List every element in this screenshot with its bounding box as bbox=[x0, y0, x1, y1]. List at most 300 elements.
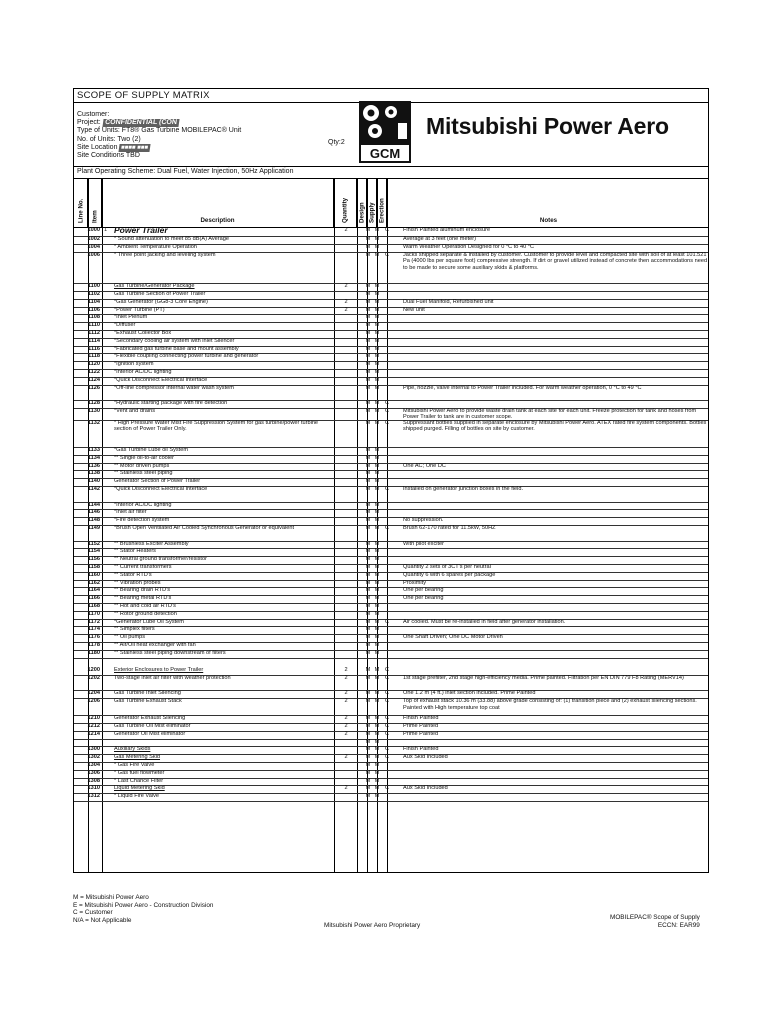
table-row bbox=[74, 572, 708, 580]
cell-supply: M bbox=[374, 353, 380, 360]
cell-supply: M bbox=[374, 306, 380, 313]
cell-supply: M bbox=[374, 626, 380, 633]
project-info: Customer: Project: CONFIDENTIAL (CON Type of Units: FT8® Gas Turbine MOBILEPAC® Unit No. of Units: Two (2) Site Location ■■■■ ■■■ Site Conditions TBD bbox=[77, 111, 242, 160]
cell-description: Gas Turbine/Generator Package bbox=[114, 283, 195, 290]
site-location: Site Location bbox=[77, 143, 118, 151]
table-row bbox=[74, 587, 708, 595]
col-quantity: Quantity bbox=[334, 179, 357, 227]
cell-supply: M bbox=[374, 587, 380, 594]
cell-design: M bbox=[365, 524, 371, 531]
cell-line_no: 1114 bbox=[88, 337, 100, 344]
cell-design: M bbox=[365, 762, 371, 769]
proprietary-notice: Mitsubishi Power Aero Proprietary bbox=[324, 922, 421, 929]
col-supply: Supply bbox=[367, 179, 377, 227]
cell-description: ** Stainless steel piping bbox=[114, 470, 173, 477]
cell-description: Liquid Metering Skid bbox=[114, 785, 165, 792]
cell-line_no: 1302 bbox=[87, 754, 100, 761]
cell-design: M bbox=[365, 649, 371, 656]
cell-line_no: 1170 bbox=[87, 610, 100, 617]
cell-line_no: 1180 bbox=[87, 649, 100, 656]
cell-line_no: 1204 bbox=[87, 690, 100, 697]
cell-design: M bbox=[365, 595, 371, 602]
cell-erection: C bbox=[384, 485, 390, 492]
cell-supply: M bbox=[374, 777, 380, 784]
cell-notes: Dual Fuel Manifold, Refurbished unit bbox=[403, 298, 494, 305]
cell-notes: New unit bbox=[403, 306, 425, 313]
cell-design: M bbox=[365, 674, 371, 681]
cell-notes: One per bearing bbox=[403, 587, 444, 594]
cell-line_no: 1124 bbox=[87, 376, 100, 383]
cell-description: Gas Turbine Exhaust Stack bbox=[114, 698, 182, 705]
logo-text: GCM bbox=[369, 146, 401, 161]
legend-item: E = Mitsubishi Power Aero - Construction Division bbox=[73, 901, 214, 909]
cell-description: Auxiliary Skids bbox=[114, 746, 151, 753]
cell-supply: M bbox=[374, 501, 380, 508]
cell-supply: M bbox=[374, 548, 380, 555]
cell-description: Gas Metering Skid bbox=[114, 754, 161, 761]
cell-notes: Quantity 6 with 6 spares per package bbox=[403, 571, 496, 578]
cell-description: *Off-line compressor internal water wash system bbox=[114, 384, 234, 391]
cell-notes: 1st stage prefilter, 2nd stage high-efficiency media. Prime painted. Filtration per EN DIN 779 F8 Rating (MERV14) bbox=[403, 674, 684, 681]
cell-description: *Generator Lube Oil System bbox=[114, 618, 184, 625]
cell-supply: M bbox=[374, 634, 380, 641]
cell-supply: M bbox=[374, 556, 380, 563]
cell-design: M bbox=[365, 785, 371, 792]
cell-quantity: 2 bbox=[344, 723, 348, 730]
cell-supply: M bbox=[374, 762, 380, 769]
cell-quantity: 2 bbox=[344, 666, 348, 673]
cell-design: M bbox=[365, 384, 371, 391]
cell-line_no: 1112 bbox=[88, 329, 100, 336]
cell-line_no: 1144 bbox=[87, 501, 100, 508]
cell-notes: Installed on generator junction boxes in the field. bbox=[403, 485, 524, 492]
cell-supply: M bbox=[374, 227, 380, 233]
customer-label: Customer: bbox=[77, 111, 110, 118]
table-row bbox=[74, 619, 708, 627]
cell-notes: Warm Weather Operation Designed for 0 °C to 40 °C bbox=[403, 244, 535, 251]
cell-notes: One 1.2 m (4 ft.) inlet section included. Prime Painted bbox=[403, 690, 536, 697]
cell-description: * Last Chance Filter bbox=[114, 777, 164, 784]
cell-description: ** Stator RTD's bbox=[114, 571, 152, 578]
cell-erection: C bbox=[384, 618, 390, 625]
cell-design: M bbox=[365, 361, 371, 368]
cell-design: M bbox=[365, 244, 371, 251]
cell-erection: C bbox=[384, 407, 390, 414]
cell-supply: M bbox=[374, 666, 380, 673]
cell-design: M bbox=[365, 517, 371, 524]
col-line-no: Line No. bbox=[74, 179, 88, 227]
table-row bbox=[74, 353, 708, 361]
cell-design: M bbox=[365, 446, 371, 453]
cell-supply: M bbox=[374, 454, 380, 461]
cell-description: *Hydraulic starting package with fire detection bbox=[114, 400, 228, 407]
cell-line_no: 1134 bbox=[87, 454, 100, 461]
cell-notes: Jacks shipped separate & installed by customer. Customer to provide level and compacted site with soil of at least 101.521 Pa (4000 lbs per square foot) compressive strength. If dirt or gravel utilized instead of concrete then accommodations need to be made to secure some auxiliary skids & platforms. bbox=[403, 251, 708, 271]
table-row bbox=[74, 626, 708, 634]
cell-quantity: 2 bbox=[344, 715, 348, 722]
cell-supply: M bbox=[374, 236, 380, 243]
cell-line_no: 1128 bbox=[87, 400, 100, 407]
cell-line_no: 1164 bbox=[87, 587, 100, 594]
cell-description: ** Brushless Exciter Assembly bbox=[114, 540, 189, 547]
cell-description: Generator Exhaust Silencing bbox=[114, 715, 186, 722]
cell-supply: M bbox=[374, 785, 380, 792]
cell-line_no: 1166 bbox=[87, 595, 100, 602]
cell-line_no: 1106 bbox=[87, 306, 100, 313]
cell-design: M bbox=[365, 345, 371, 352]
table-row bbox=[74, 541, 708, 549]
cell-design: M bbox=[365, 290, 371, 297]
cell-quantity: 2 bbox=[344, 283, 348, 290]
cell-description: ** Motor driven pumps bbox=[114, 462, 170, 469]
cell-supply: M bbox=[374, 376, 380, 383]
cell-description: Gas Turbine Section of Power Trailer bbox=[114, 290, 206, 297]
cell-erection: C bbox=[384, 723, 390, 730]
table-row bbox=[74, 739, 708, 747]
table-row bbox=[74, 291, 708, 299]
cell-design: M bbox=[365, 793, 371, 800]
cell-line_no: 1168 bbox=[87, 602, 100, 609]
cell-design: M bbox=[365, 376, 371, 383]
cell-erection: C bbox=[384, 746, 390, 753]
brand-name: Mitsubishi Power Aero bbox=[426, 113, 669, 139]
cell-supply: M bbox=[374, 517, 380, 524]
cell-design: M bbox=[365, 571, 371, 578]
cell-design: M bbox=[365, 730, 371, 737]
table-row bbox=[74, 675, 708, 691]
cell-supply: M bbox=[374, 368, 380, 375]
cell-notes: Average at 3 feet (one meter) bbox=[403, 236, 476, 243]
cell-description: *Flexible coupling connecting power turbine and generator bbox=[114, 353, 259, 360]
cell-line_no: 1104 bbox=[87, 298, 100, 305]
table-row bbox=[74, 338, 708, 346]
cell-supply: M bbox=[374, 244, 380, 251]
cell-line_no: 1116 bbox=[88, 345, 100, 352]
cell-supply: M bbox=[374, 400, 380, 407]
table-row bbox=[74, 361, 708, 369]
cell-design: M bbox=[365, 587, 371, 594]
cell-line_no: 1000 bbox=[87, 227, 100, 233]
cell-erection: C bbox=[384, 690, 390, 697]
cell-line_no: 1108 bbox=[87, 314, 100, 321]
type-of-units: Type of Units: FT8® Gas Turbine MOBILEPAC® Unit bbox=[77, 127, 242, 135]
cell-supply: M bbox=[374, 290, 380, 297]
cell-supply: M bbox=[374, 738, 380, 745]
cell-description: * Sound attenuation to meet 85 dB(A) Average bbox=[114, 236, 229, 243]
cell-notes: Prime Painted bbox=[403, 730, 439, 737]
scope-matrix-sheet bbox=[73, 88, 709, 873]
cell-supply: M bbox=[374, 730, 380, 737]
cell-design: M bbox=[365, 723, 371, 730]
table-row bbox=[74, 723, 708, 731]
table-row bbox=[74, 548, 708, 556]
cell-design: M bbox=[365, 556, 371, 563]
cell-notes: With pilot exciter bbox=[403, 540, 445, 547]
col-design: Design bbox=[357, 179, 367, 227]
legend-item: C = Customer bbox=[73, 909, 113, 917]
table-row bbox=[74, 502, 708, 510]
cell-line_no: 1210 bbox=[87, 715, 100, 722]
cell-description: *Power Turbine (PT) bbox=[114, 306, 165, 313]
table-row bbox=[74, 369, 708, 377]
cell-design: M bbox=[365, 540, 371, 547]
cell-description: ** Air/Oil heat exchanger with fan bbox=[114, 641, 196, 648]
table-row bbox=[74, 770, 708, 778]
cell-line_no: 1006 bbox=[87, 251, 100, 258]
cell-line_no: 1154 bbox=[87, 548, 100, 555]
cell-notes: Quantity 2 sets of 3CT's per neutral bbox=[403, 563, 491, 570]
project-label: Project: bbox=[77, 119, 101, 127]
cell-erection: C bbox=[384, 251, 390, 258]
cell-description: ** Stainless steel piping downstream of filters bbox=[114, 649, 226, 656]
table-row bbox=[74, 486, 708, 502]
cell-design: M bbox=[365, 368, 371, 375]
cell-supply: M bbox=[374, 407, 380, 414]
cell-item: 1 bbox=[104, 227, 108, 233]
cell-design: M bbox=[365, 698, 371, 705]
cell-erection: C bbox=[384, 698, 390, 705]
cell-line_no: 1156 bbox=[87, 556, 100, 563]
legend-item: M = Mitsubishi Power Aero bbox=[73, 894, 149, 901]
cell-description: *Fire detection system bbox=[114, 517, 170, 524]
cell-description: ** Rotor ground detection bbox=[114, 610, 177, 617]
cell-description: Power Trailer bbox=[114, 227, 168, 234]
table-row bbox=[74, 283, 708, 291]
cell-description: * High Pressure Water Mist Fire Suppression System for gas turbine/power turbine section of Power Trailer Only. bbox=[114, 419, 319, 433]
legend-item: N/A = Not Applicable bbox=[73, 916, 132, 924]
cell-description: ** Oil pumps bbox=[114, 634, 146, 641]
cell-supply: M bbox=[374, 509, 380, 516]
table-row bbox=[74, 400, 708, 408]
table-row bbox=[74, 762, 708, 770]
cell-supply: M bbox=[374, 298, 380, 305]
cell-line_no: 1310 bbox=[87, 785, 100, 792]
cell-line_no: 1120 bbox=[87, 361, 100, 368]
cell-line_no: 1102 bbox=[87, 290, 100, 297]
cell-description: ** Bearing drain RTD's bbox=[114, 587, 170, 594]
cell-line_no: 1200 bbox=[87, 666, 100, 673]
document-name: MOBILEPAC® Scope of Supply bbox=[610, 914, 700, 921]
cell-erection: C bbox=[384, 524, 390, 531]
cell-line_no: 1100 bbox=[87, 283, 100, 290]
cell-design: M bbox=[365, 548, 371, 555]
cell-supply: M bbox=[374, 524, 380, 531]
cell-line_no: 1304 bbox=[87, 762, 100, 769]
cell-quantity: 2 bbox=[344, 698, 348, 705]
cell-design: M bbox=[365, 746, 371, 753]
cell-erection: C bbox=[384, 715, 390, 722]
cell-design: M bbox=[365, 641, 371, 648]
table-row bbox=[74, 346, 708, 354]
cell-supply: M bbox=[374, 698, 380, 705]
cell-erection: C bbox=[384, 730, 390, 737]
footer-right bbox=[610, 914, 700, 929]
cell-supply: M bbox=[374, 610, 380, 617]
cell-line_no: 1214 bbox=[87, 730, 100, 737]
cell-description: *Exhaust Collector Box bbox=[114, 329, 172, 336]
cell-description: *Interior AC/DC lighting bbox=[114, 368, 172, 375]
cell-design: M bbox=[365, 715, 371, 722]
cell-supply: M bbox=[374, 618, 380, 625]
cell-description: *Vent and drains bbox=[114, 407, 156, 414]
cell-line_no: 1306 bbox=[87, 769, 100, 776]
cell-notes: Brush 62-170 rated for 11.5kW, 50HZ bbox=[403, 524, 496, 531]
cell-design: M bbox=[365, 769, 371, 776]
cell-description: *Brush Open Ventilated Air Cooled Synchronous Generator or equivalent bbox=[114, 524, 295, 531]
cell-description: ** Stator Heaters bbox=[114, 548, 156, 555]
cell-supply: M bbox=[374, 446, 380, 453]
cell-description: * Liquid Fire Valve bbox=[114, 793, 159, 800]
col-erection: Erection bbox=[377, 179, 387, 227]
cell-notes: Aux Skid Included bbox=[403, 785, 448, 792]
cell-line_no: 1212 bbox=[87, 723, 100, 730]
confidential-stamp: CONFIDENTIAL (CON bbox=[102, 119, 179, 127]
cell-line_no: 1178 bbox=[87, 641, 100, 648]
col-item: Item bbox=[88, 179, 102, 227]
cell-description: *Gas Turbine Lube oil System bbox=[114, 446, 188, 453]
number-of-units: No. of Units: Two (2) bbox=[77, 135, 141, 143]
table-row bbox=[74, 420, 708, 447]
cell-line_no: 1132 bbox=[87, 419, 100, 426]
cell-line_no: 1126 bbox=[87, 384, 100, 391]
table-row bbox=[74, 785, 708, 793]
cell-supply: M bbox=[374, 314, 380, 321]
cell-line_no: 1308 bbox=[87, 777, 100, 784]
cell-design: M bbox=[365, 634, 371, 641]
cell-quantity: 2 bbox=[344, 785, 348, 792]
cell-supply: M bbox=[374, 690, 380, 697]
cell-design: M bbox=[365, 509, 371, 516]
table-row bbox=[74, 746, 708, 754]
cell-design: M bbox=[365, 337, 371, 344]
cell-design: M bbox=[365, 314, 371, 321]
cell-line_no: 1110 bbox=[88, 322, 100, 329]
cell-supply: M bbox=[374, 462, 380, 469]
cell-design: M bbox=[365, 754, 371, 761]
table-row bbox=[74, 385, 708, 401]
cell-quantity: 2 bbox=[344, 298, 348, 305]
cell-design: M bbox=[365, 236, 371, 243]
table-row bbox=[74, 322, 708, 330]
cell-description: *Inlet air filter bbox=[114, 509, 147, 516]
cell-line_no: 1176 bbox=[87, 634, 100, 641]
table-row bbox=[74, 525, 708, 541]
cell-design: M bbox=[365, 738, 371, 745]
table-row bbox=[74, 470, 708, 478]
cell-notes: No suppression. bbox=[403, 517, 444, 524]
cell-design: M bbox=[365, 322, 371, 329]
cell-line_no: 1133 bbox=[87, 446, 100, 453]
cell-description: * Gas fuel flowmeter bbox=[114, 769, 165, 776]
cell-description: ** Neutral ground transformer/resistor bbox=[114, 556, 207, 563]
cell-notes: Finish Painted bbox=[403, 746, 439, 753]
cell-supply: M bbox=[374, 345, 380, 352]
cell-supply: M bbox=[374, 540, 380, 547]
cell-erection: C bbox=[384, 785, 390, 792]
cell-notes: Pipe, nozzle, valve internal to Power Trailer included. For warm weather operation, 0 °C to 49 °C bbox=[403, 384, 642, 391]
table-row bbox=[74, 478, 708, 486]
cell-design: M bbox=[365, 251, 371, 258]
cell-supply: M bbox=[374, 793, 380, 800]
cell-design: M bbox=[365, 478, 371, 485]
cell-line_no: 1172 bbox=[87, 618, 100, 625]
plant-operating-scheme: Plant Operating Scheme: Dual Fuel, Water Injection, 50Hz Application bbox=[77, 168, 294, 175]
cell-supply: M bbox=[374, 563, 380, 570]
cell-line_no: 1206 bbox=[87, 698, 100, 705]
cell-line_no: 1174 bbox=[87, 626, 100, 633]
cell-supply: M bbox=[374, 715, 380, 722]
table-row bbox=[74, 778, 708, 786]
cell-line_no: 1148 bbox=[87, 517, 100, 524]
cell-quantity: 2 bbox=[344, 754, 348, 761]
cell-supply: M bbox=[374, 337, 380, 344]
cell-line_no: 1002 bbox=[87, 236, 100, 243]
cell-notes: Prime Painted bbox=[403, 723, 439, 730]
cell-description: ** Simplex filters bbox=[114, 626, 155, 633]
table-row bbox=[74, 603, 708, 611]
cell-description: ** Bearing metal RTD's bbox=[114, 595, 172, 602]
cell-line_no: 1118 bbox=[88, 353, 100, 360]
cell-line_no: 1149 bbox=[87, 524, 100, 531]
cell-quantity: 2 bbox=[344, 227, 348, 233]
cell-description: *Quick Disconnect Electrical Interface bbox=[114, 485, 208, 492]
cell-line_no: 1130 bbox=[87, 407, 100, 414]
cell-description: Exterior Enclosures to Power Trailer bbox=[114, 666, 204, 673]
cell-design: M bbox=[365, 306, 371, 313]
cell-design: M bbox=[365, 579, 371, 586]
gcm-logo bbox=[359, 101, 411, 163]
cell-description: Generator Section of Power Trailer bbox=[114, 478, 201, 485]
cell-line_no: 1140 bbox=[87, 478, 100, 485]
cell-supply: M bbox=[374, 595, 380, 602]
cell-supply: M bbox=[374, 571, 380, 578]
cell-line_no: 1136 bbox=[87, 462, 100, 469]
cell-design: M bbox=[365, 400, 371, 407]
table-row bbox=[74, 509, 708, 517]
cell-description: ** Single oil-to-air cooler bbox=[114, 454, 175, 461]
cell-line_no: 1312 bbox=[87, 793, 100, 800]
cell-description: Gas Turbine Inlet Silencing bbox=[114, 690, 181, 697]
cell-supply: M bbox=[374, 649, 380, 656]
cell-line_no: 1160 bbox=[87, 571, 100, 578]
cell-design: M bbox=[365, 666, 371, 673]
cell-quantity: 2 bbox=[344, 730, 348, 737]
table-row bbox=[74, 731, 708, 739]
cell-supply: M bbox=[374, 478, 380, 485]
cell-design: M bbox=[365, 610, 371, 617]
cell-notes: Suppressant bottles supplied in separate enclosure by Mitsubishi Power Aero. ATEX rated fire system components. Bottles shipped purged. Filling of bottles on site by customer. bbox=[403, 419, 707, 433]
col-description: Description bbox=[102, 179, 334, 227]
table-row bbox=[74, 580, 708, 588]
cell-line_no: 1122 bbox=[87, 368, 100, 375]
page-title: SCOPE OF SUPPLY MATRIX bbox=[77, 90, 210, 101]
cell-supply: M bbox=[374, 384, 380, 391]
cell-erection: C bbox=[384, 754, 390, 761]
table-row bbox=[74, 455, 708, 463]
table-row bbox=[74, 236, 708, 244]
cell-supply: M bbox=[374, 723, 380, 730]
cell-design: M bbox=[365, 777, 371, 784]
cell-description: Gas Turbine Oil Mist eliminator bbox=[114, 723, 191, 730]
cell-design: M bbox=[365, 602, 371, 609]
cell-design: M bbox=[365, 454, 371, 461]
cell-supply: M bbox=[374, 419, 380, 426]
cell-supply: M bbox=[374, 579, 380, 586]
table-row bbox=[74, 447, 708, 455]
cell-description: Generator Oil Mist eliminator bbox=[114, 730, 186, 737]
cell-notes: One AC; One DC bbox=[403, 462, 446, 469]
cell-description: *Quick Disconnect Electrical Interface bbox=[114, 376, 208, 383]
